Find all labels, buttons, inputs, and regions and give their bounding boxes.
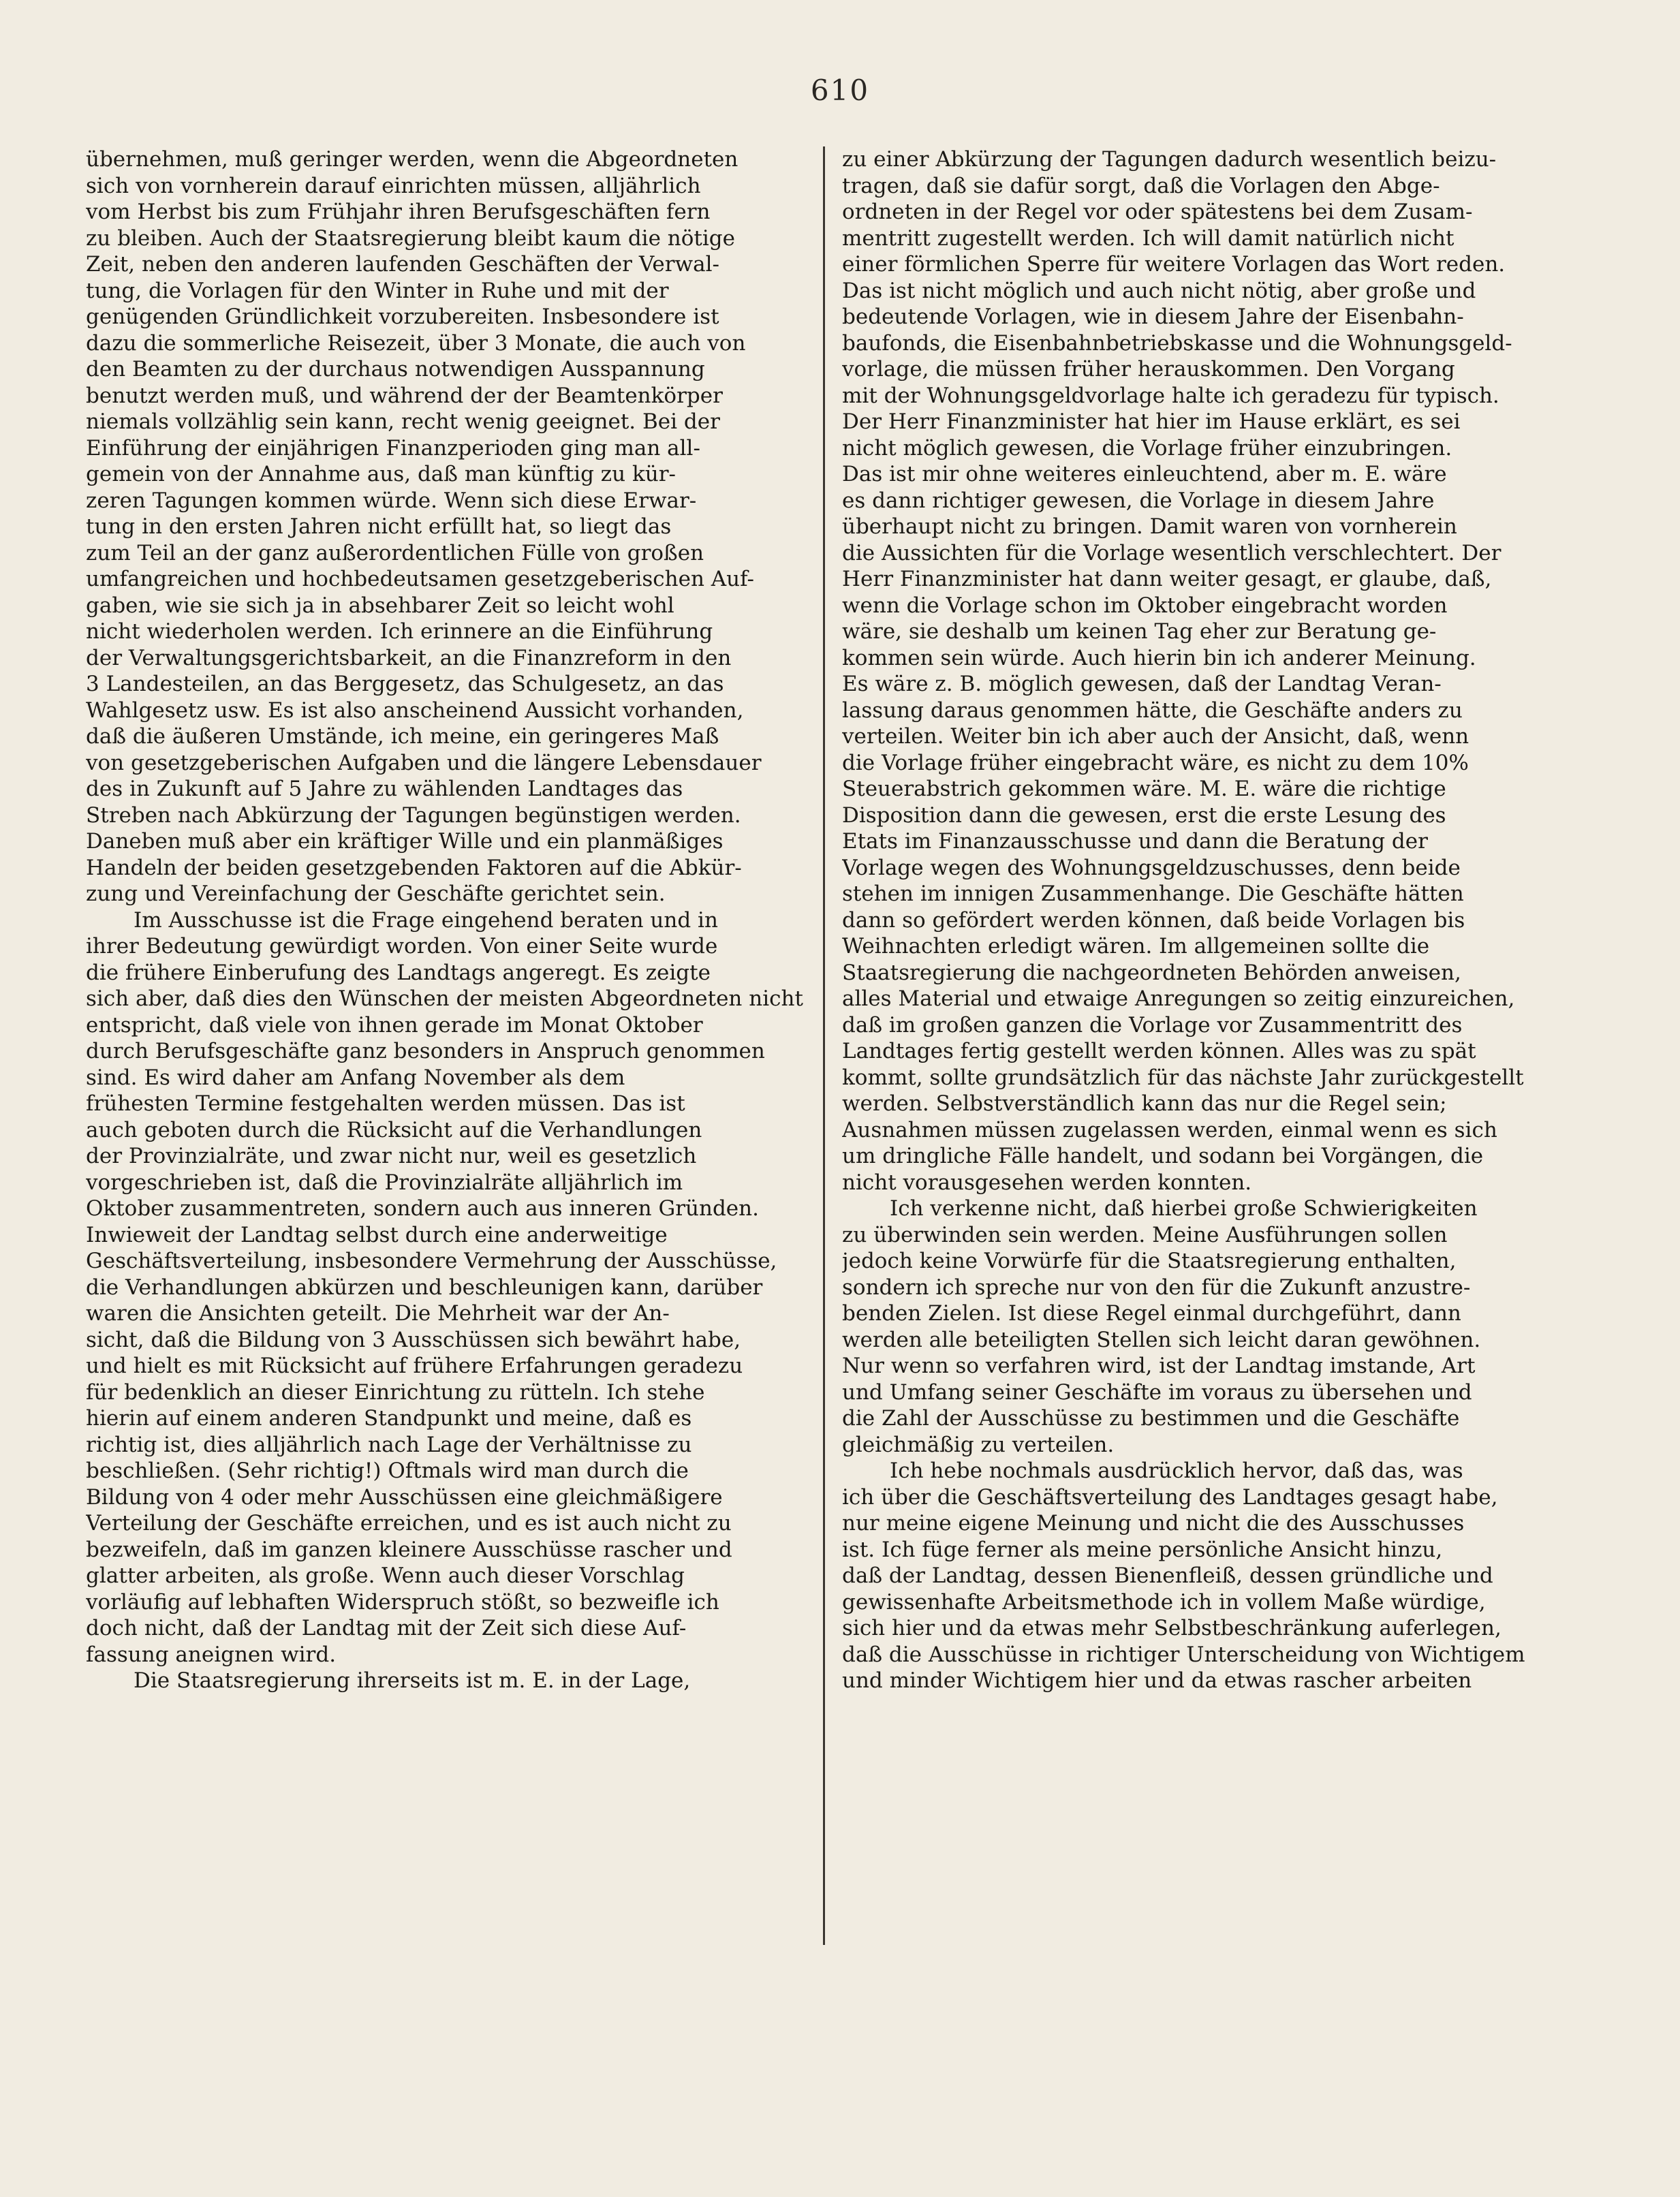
text-line: und hielt es mit Rücksicht auf frühere Erfahrungen geradezu: [86, 1354, 743, 1378]
text-line: dann so gefördert werden können, daß beide Vorlagen bis: [842, 907, 1465, 933]
text-line: daß im großen ganzen die Vorlage vor Zusammentritt des: [842, 1012, 1463, 1038]
text-line: Das ist mir ohne weiteres einleuchtend, aber m. E. wäre: [842, 462, 1447, 486]
text-line: Verteilung der Geschäfte erreichen, und es ist auch nicht zu: [86, 1511, 732, 1536]
text-line: richtig ist, dies alljährlich nach Lage der Verhältnisse zu: [86, 1432, 692, 1457]
text-line: Streben nach Abkürzung der Tagungen begünstigen werden.: [86, 803, 741, 828]
text-line: tung, die Vorlagen für den Winter in Ruhe und mit der: [86, 278, 669, 303]
text-line: Wahlgesetz usw. Es ist also anscheinend Aussicht vorhanden,: [86, 698, 744, 723]
text-line: sondern ich spreche nur von den für die Zukunft anzustre-: [842, 1275, 1471, 1300]
text-line: werden. Selbstverständlich kann das nur die Regel sein;: [842, 1091, 1447, 1116]
text-line: hierin auf einem anderen Standpunkt und meine, daß es: [86, 1406, 692, 1431]
text-line: verteilen. Weiter bin ich aber auch der Ansicht, daß, wenn: [842, 724, 1469, 749]
text-line: baufonds, die Eisenbahnbetriebskasse und die Wohnungsgeld-: [842, 330, 1512, 356]
text-line: nicht wiederholen werden. Ich erinnere an die Einführung: [86, 619, 713, 644]
text-line: frühesten Termine festgehalten werden müssen. Das ist: [86, 1091, 685, 1116]
text-line: Daneben muß aber ein kräftiger Wille und ein planmäßiges: [86, 829, 724, 854]
text-line: und minder Wichtigem hier und da etwas rascher arbeiten: [842, 1668, 1472, 1693]
text-line: ich über die Geschäftsverteilung des Landtages gesagt habe,: [842, 1484, 1498, 1510]
text-line: daß die Ausschüsse in richtiger Unterscheidung von Wichtigem: [842, 1642, 1525, 1667]
text-line: benutzt werden muß, und während der der Beamtenkörper: [86, 383, 723, 408]
text-line: zung und Vereinfachung der Geschäfte gerichtet sein.: [86, 882, 666, 906]
text-line: Im Ausschusse ist die Frage eingehend beraten und in: [134, 907, 718, 933]
text-line: Oktober zusammentreten, sondern auch aus inneren Gründen.: [86, 1196, 759, 1221]
text-line: überhaupt nicht zu bringen. Damit waren von vornherein: [842, 514, 1457, 539]
text-line: sich aber, daß dies den Wünschen der meisten Abgeordneten nicht: [86, 986, 803, 1011]
text-line: durch Berufsgeschäfte ganz besonders in Anspruch genommen: [86, 1039, 765, 1063]
left-text-column: [86, 146, 830, 2112]
text-line: bezweifeln, daß im ganzen kleinere Ausschüsse rascher und: [86, 1537, 732, 1562]
text-line: mentritt zugestellt werden. Ich will damit natürlich nicht: [842, 225, 1455, 251]
text-line: wenn die Vorlage schon im Oktober eingebracht worden: [842, 593, 1448, 618]
text-line: Es wäre z. B. möglich gewesen, daß der Landtag Veran-: [842, 672, 1442, 696]
text-line: kommen sein würde. Auch hierin bin ich anderer Meinung.: [842, 645, 1476, 670]
text-line: tragen, daß sie dafür sorgt, daß die Vorlagen den Abge-: [842, 173, 1440, 198]
text-line: niemals vollzählig sein kann, recht wenig geeignet. Bei der: [86, 409, 720, 434]
text-line: sich hier und da etwas mehr Selbstbeschränkung auferlegen,: [842, 1616, 1502, 1640]
text-line: vorlage, die müssen früher herauskommen. Den Vorgang: [842, 357, 1455, 381]
text-line: der Provinzialräte, und zwar nicht nur, weil es gesetzlich: [86, 1144, 697, 1168]
right-text-column: [842, 146, 1586, 2112]
text-line: sind. Es wird daher am Anfang November als dem: [86, 1065, 625, 1090]
text-line: Ausnahmen müssen zugelassen werden, einmal wenn es sich: [842, 1117, 1497, 1142]
text-line: nicht möglich gewesen, die Vorlage früher einzubringen.: [842, 435, 1452, 461]
text-line: daß die äußeren Umstände, ich meine, ein geringeres Maß: [86, 724, 719, 749]
text-line: entspricht, daß viele von ihnen gerade im Monat Oktober: [86, 1012, 703, 1038]
text-line: Bildung von 4 oder mehr Ausschüssen eine gleichmäßigere: [86, 1484, 723, 1510]
text-line: ist. Ich füge ferner als meine persönliche Ansicht hinzu,: [842, 1537, 1443, 1562]
text-line: der Verwaltungsgerichtsbarkeit, an die Finanzreform in den: [86, 645, 732, 670]
text-line: zu einer Abkürzung der Tagungen dadurch wesentlich beizu-: [842, 147, 1497, 172]
text-line: sicht, daß die Bildung von 3 Ausschüssen sich bewährt habe,: [86, 1327, 741, 1352]
text-line: genügenden Gründlichkeit vorzubereiten. Insbesondere ist: [86, 305, 719, 329]
text-line: ordneten in der Regel vor oder spätestens bei dem Zusam-: [842, 200, 1473, 224]
text-line: Disposition dann die gewesen, erst die erste Lesung des: [842, 803, 1446, 828]
text-line: die frühere Einberufung des Landtags angeregt. Es zeigte: [86, 960, 711, 985]
text-line: doch nicht, daß der Landtag mit der Zeit sich diese Auf-: [86, 1616, 687, 1640]
text-line: vorgeschrieben ist, daß die Provinzialräte alljährlich im: [86, 1170, 683, 1195]
text-line: alles Material und etwaige Anregungen so zeitig einzureichen,: [842, 986, 1515, 1011]
text-line: um dringliche Fälle handelt, und sodann bei Vorgängen, die: [842, 1144, 1484, 1168]
text-line: beschließen. (Sehr richtig!) Oftmals wird man durch die: [86, 1459, 689, 1483]
text-line: ihrer Bedeutung gewürdigt worden. Von einer Seite wurde: [86, 934, 718, 959]
text-line: des in Zukunft auf 5 Jahre zu wählenden Landtages das: [86, 777, 683, 801]
text-line: zu bleiben. Auch der Staatsregierung bleibt kaum die nötige: [86, 225, 735, 251]
text-line: nur meine eigene Meinung und nicht die des Ausschusses: [842, 1511, 1465, 1536]
text-line: benden Zielen. Ist diese Regel einmal durchgeführt, dann: [842, 1301, 1461, 1326]
text-line: gemein von der Annahme aus, daß man künftig zu kür-: [86, 462, 676, 486]
text-line: den Beamten zu der durchaus notwendigen Ausspannung: [86, 357, 705, 381]
text-line: dazu die sommerliche Reisezeit, über 3 Monate, die auch von: [86, 330, 746, 356]
text-line: zu überwinden sein werden. Meine Ausführungen sollen: [842, 1222, 1448, 1247]
text-line: 3 Landesteilen, an das Berggesetz, das Schulgesetz, an das: [86, 672, 724, 696]
text-line: gleichmäßig zu verteilen.: [842, 1432, 1115, 1457]
text-line: und Umfang seiner Geschäfte im voraus zu übersehen und: [842, 1380, 1472, 1405]
text-line: übernehmen, muß geringer werden, wenn die Abgeordneten: [86, 147, 738, 172]
text-line: fassung aneignen wird.: [86, 1642, 337, 1667]
text-line: werden alle beteiligten Stellen sich leicht daran gewöhnen.: [842, 1327, 1481, 1352]
text-line: Der Herr Finanzminister hat hier im Hause erklärt, es sei: [842, 409, 1461, 434]
text-line: gaben, wie sie sich ja in absehbarer Zeit so leicht wohl: [86, 593, 674, 618]
text-line: für bedenklich an dieser Einrichtung zu rütteln. Ich stehe: [86, 1380, 705, 1405]
text-line: Die Staatsregierung ihrerseits ist m. E. in der Lage,: [134, 1668, 691, 1693]
text-line: gewissenhafte Arbeitsmethode ich in vollem Maße würdige,: [842, 1589, 1486, 1615]
text-line: Inwieweit der Landtag selbst durch eine anderweitige: [86, 1222, 668, 1247]
text-line: Steuerabstrich gekommen wäre. M. E. wäre die richtige: [842, 777, 1446, 801]
text-line: Landtages fertig gestellt werden können. Alles was zu spät: [842, 1039, 1476, 1063]
text-line: waren die Ansichten geteilt. Die Mehrheit war der An-: [86, 1301, 670, 1326]
text-line: die Aussichten für die Vorlage wesentlich verschlechtert. Der: [842, 540, 1502, 565]
text-line: Nur wenn so verfahren wird, ist der Landtag imstande, Art: [842, 1354, 1476, 1378]
text-line: bedeutende Vorlagen, wie in diesem Jahre der Eisenbahn-: [842, 305, 1464, 329]
column-divider: [823, 146, 825, 1945]
text-line: von gesetzgeberischen Aufgaben und die längere Lebensdauer: [86, 750, 762, 775]
text-line: vorläufig auf lebhaften Widerspruch stößt, so bezweifle ich: [86, 1589, 719, 1615]
text-line: daß der Landtag, dessen Bienenfleiß, dessen gründliche und: [842, 1563, 1493, 1588]
text-line: jedoch keine Vorwürfe für die Staatsregierung enthalten,: [842, 1249, 1457, 1273]
text-line: Weihnachten erledigt wären. Im allgemeinen sollte die: [842, 934, 1430, 959]
text-line: umfangreichen und hochbedeutsamen gesetzgeberischen Auf-: [86, 567, 754, 591]
text-line: zeren Tagungen kommen würde. Wenn sich diese Erwar-: [86, 488, 697, 513]
text-line: Etats im Finanzausschusse und dann die Beratung der: [842, 829, 1428, 854]
text-line: Staatsregierung die nachgeordneten Behörden anweisen,: [842, 960, 1461, 985]
text-line: nicht vorausgesehen werden konnten.: [842, 1170, 1252, 1195]
text-line: Einführung der einjährigen Finanzperioden ging man all-: [86, 435, 700, 461]
text-line: vom Herbst bis zum Frühjahr ihren Berufsgeschäften fern: [86, 200, 711, 224]
text-line: stehen im innigen Zusammenhange. Die Geschäfte hätten: [842, 882, 1464, 906]
text-line: Herr Finanzminister hat dann weiter gesagt, er glaube, daß,: [842, 567, 1492, 591]
text-line: die Verhandlungen abkürzen und beschleunigen kann, darüber: [86, 1275, 763, 1300]
text-line: mit der Wohnungsgeldvorlage halte ich geradezu für typisch.: [842, 383, 1499, 408]
text-line: die Vorlage früher eingebracht wäre, es nicht zu dem 10%: [842, 750, 1469, 775]
text-line: auch geboten durch die Rücksicht auf die Verhandlungen: [86, 1117, 702, 1142]
text-line: es dann richtiger gewesen, die Vorlage in diesem Jahre: [842, 488, 1435, 513]
text-line: sich von vornherein darauf einrichten müssen, alljährlich: [86, 173, 701, 198]
text-line: glatter arbeiten, als große. Wenn auch dieser Vorschlag: [86, 1563, 685, 1588]
text-line: Ich hebe nochmals ausdrücklich hervor, daß das, was: [890, 1459, 1463, 1483]
text-line: Ich verkenne nicht, daß hierbei große Schwierigkeiten: [890, 1196, 1478, 1221]
page-number: 610: [810, 74, 870, 107]
text-line: Handeln der beiden gesetzgebenden Faktoren auf die Abkür-: [86, 855, 742, 880]
text-line: Das ist nicht möglich und auch nicht nötig, aber große und: [842, 278, 1476, 303]
text-line: die Zahl der Ausschüsse zu bestimmen und die Geschäfte: [842, 1406, 1460, 1431]
text-line: wäre, sie deshalb um keinen Tag eher zur Beratung ge-: [842, 619, 1437, 644]
text-line: Geschäftsverteilung, insbesondere Vermehrung der Ausschüsse,: [86, 1249, 777, 1273]
text-line: zum Teil an der ganz außerordentlichen Fülle von großen: [86, 540, 704, 565]
text-line: einer förmlichen Sperre für weitere Vorlagen das Wort reden.: [842, 252, 1506, 277]
text-line: lassung daraus genommen hätte, die Geschäfte anders zu: [842, 698, 1463, 723]
text-line: Vorlage wegen des Wohnungsgeldzuschusses, denn beide: [842, 855, 1461, 880]
text-line: tung in den ersten Jahren nicht erfüllt hat, so liegt das: [86, 514, 672, 539]
text-line: Zeit, neben den anderen laufenden Geschäften der Verwal-: [86, 252, 719, 277]
text-line: kommt, sollte grundsätzlich für das nächste Jahr zurückgestellt: [842, 1065, 1524, 1090]
